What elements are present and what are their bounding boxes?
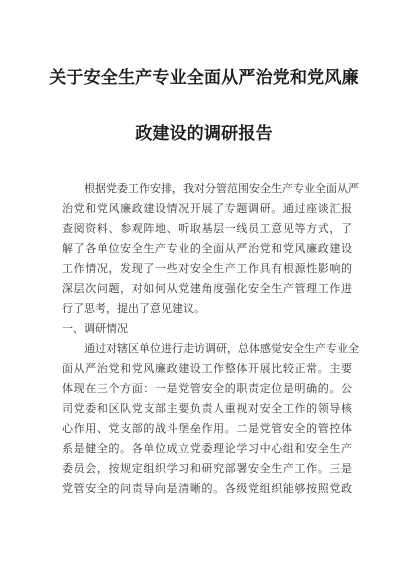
paragraph-1-line: 解了各单位安全生产专业的全面从严治党和党风廉政建设 xyxy=(62,242,352,255)
paragraph-2-line: 司党委和区队党支部主要负责人重视对安全工作的领导核 xyxy=(62,402,352,415)
paragraph-1-line: 查阅资料、参观阵地、听取基层一线员工意见等方式，了 xyxy=(62,222,352,235)
section-heading: 一、调研情况 xyxy=(62,322,128,335)
document-title-line-1: 关于安全生产专业全面从严治党和党风廉 xyxy=(49,68,359,88)
paragraph-2-line: 系是健全的。各单位成立党委理论学习中心组和安全生产 xyxy=(62,442,352,455)
paragraph-2-line: 党管安全的问责导向是清晰的。各级党组织能够按照党政 xyxy=(62,482,352,495)
paragraph-2-line: 面从严治党和党风廉政建设工作整体开展比较正常。主要 xyxy=(62,362,352,375)
paragraph-2-line: 体现在三个方面：一是党管安全的职责定位是明确的。公 xyxy=(62,382,352,395)
paragraph-1-line: 工作情况，发现了一些对安全生产工作具有根源性影响的 xyxy=(62,262,352,275)
paragraph-2-line: 心作用、党支部的战斗堡垒作用。二是党管安全的管控体 xyxy=(62,422,352,435)
paragraph-1-line: 治党和党风廉政建设情况开展了专题调研。通过座谈汇报 xyxy=(62,202,352,215)
paragraph-1-line: 根据党委工作安排，我对分管范围安全生产专业全面从严 xyxy=(84,182,359,195)
paragraph-1-line: 深层次问题，对如何从党建角度强化安全生产管理工作进 xyxy=(62,282,352,295)
paragraph-2-line: 通过对辖区单位进行走访调研，总体感觉安全生产专业全 xyxy=(84,342,359,355)
paragraph-1-line: 行了思考，提出了意见建议。 xyxy=(62,302,205,315)
document-title-line-2: 政建设的调研报告 xyxy=(135,124,273,144)
paragraph-2-line: 委员会，按规定组织学习和研究部署安全生产工作。三是 xyxy=(62,462,352,475)
